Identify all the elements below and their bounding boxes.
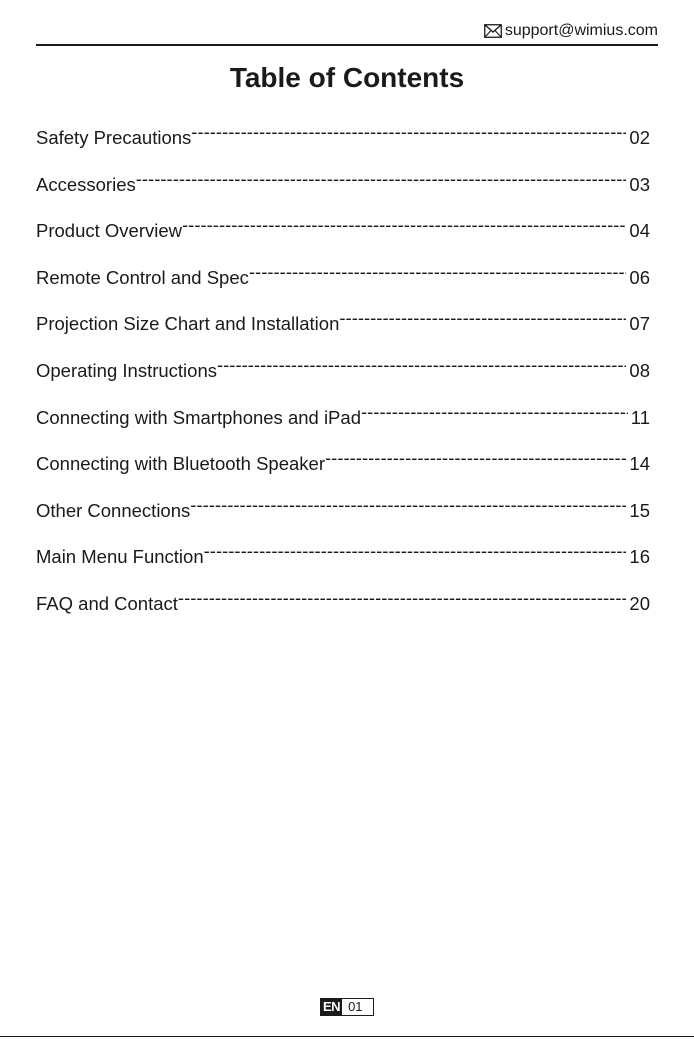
toc-entry-page: 20	[629, 592, 650, 614]
toc-entry-page: 16	[629, 546, 650, 568]
support-email[interactable]	[484, 22, 658, 40]
toc-dot-leader	[204, 539, 627, 563]
toc-entry[interactable]	[36, 213, 650, 260]
toc-entry-label: Accessories	[36, 173, 136, 195]
support-email-text: support@wimius.com	[504, 22, 658, 39]
toc-entry-label: Connecting with Bluetooth Speaker	[36, 453, 325, 475]
toc-entry[interactable]	[36, 353, 650, 400]
toc-entry-label: Safety Precautions	[36, 127, 192, 148]
toc-entry[interactable]	[36, 586, 650, 633]
toc-entry[interactable]	[36, 539, 650, 586]
table-of-contents	[36, 120, 650, 633]
toc-entry[interactable]	[36, 493, 650, 540]
page-title: Table of Contents	[229, 62, 465, 93]
toc-dot-leader	[191, 120, 626, 144]
toc-entry[interactable]	[36, 167, 650, 214]
bottom-divider	[0, 1036, 694, 1037]
page-number: 01	[348, 999, 363, 1014]
toc-entry[interactable]	[36, 120, 650, 167]
toc-entry-page: 02	[629, 127, 650, 148]
toc-entry-page: 03	[629, 173, 650, 195]
toc-dot-leader	[339, 306, 626, 330]
toc-dot-leader	[249, 260, 627, 284]
toc-dot-leader	[325, 446, 626, 470]
toc-entry-label: Product Overview	[36, 220, 182, 242]
toc-entry-label: Remote Control and Spec	[36, 266, 249, 288]
toc-entry-page: 15	[629, 499, 650, 521]
page-header	[36, 18, 658, 46]
toc-entry-page: 08	[629, 359, 650, 381]
toc-entry-label: Projection Size Chart and Installation	[36, 313, 340, 335]
toc-entry[interactable]	[36, 260, 650, 307]
toc-dot-leader	[217, 353, 626, 377]
toc-entry-page: 07	[629, 313, 650, 335]
toc-entry-label: Connecting with Smartphones and iPad	[36, 406, 361, 428]
toc-dot-leader	[361, 400, 628, 424]
toc-entry[interactable]	[36, 446, 650, 493]
toc-entry-label: FAQ and Contact	[36, 592, 178, 614]
language-tag: EN	[323, 999, 341, 1014]
toc-entry-page: 04	[629, 220, 650, 242]
toc-entry[interactable]	[36, 306, 650, 353]
toc-entry[interactable]	[36, 400, 650, 447]
toc-dot-leader	[178, 586, 627, 610]
toc-entry-page: 11	[630, 406, 650, 428]
page-number-badge	[320, 998, 374, 1016]
toc-dot-leader	[136, 167, 627, 191]
toc-dot-leader	[190, 493, 626, 517]
toc-entry-page: 14	[629, 453, 650, 475]
toc-entry-label: Other Connections	[36, 499, 191, 521]
toc-dot-leader	[182, 213, 626, 237]
toc-entry-label: Operating Instructions	[36, 359, 217, 381]
envelope-icon	[484, 24, 502, 38]
toc-entry-label: Main Menu Function	[36, 546, 204, 568]
toc-entry-page: 06	[629, 266, 650, 288]
